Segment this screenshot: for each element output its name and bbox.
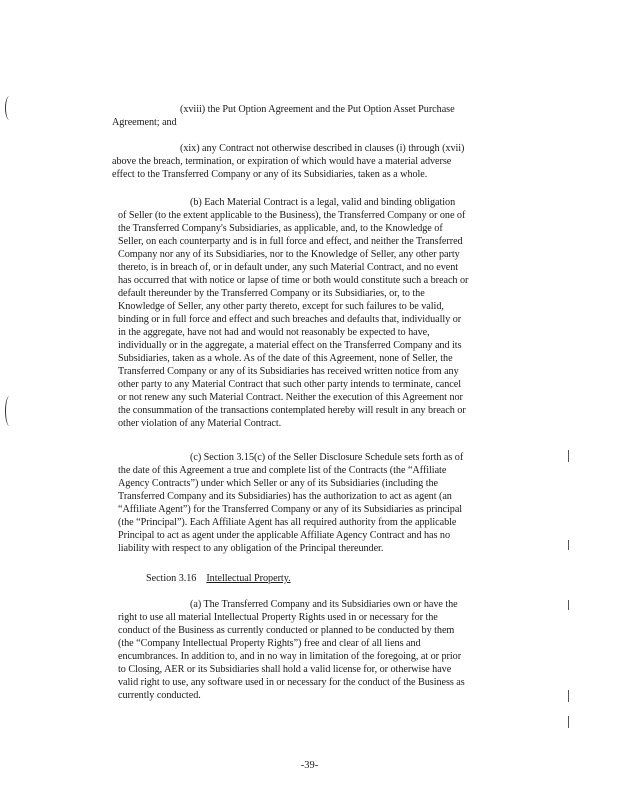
para-b-line: (b) Each Material Contract is a legal, valid and binding obligation (190, 197, 456, 208)
clause-xix-line: effect to the Transferred Company or any of its Subsidiaries, taken as a whole. (112, 169, 428, 180)
para-a-line: valid right to use, any software used in or necessary for the conduct of the Business as (118, 677, 465, 688)
section-number: Section 3.16 (146, 573, 197, 584)
clause-xix-line: (xix) any Contract not otherwise described in clauses (i) through (xvii) (180, 143, 465, 154)
margin-tick-mark (568, 600, 569, 610)
para-b-line: binding or in full force and effect and such breaches and defaults that, individually or (118, 314, 462, 325)
clause-xix-line: above the breach, termination, or expiration of which would have a material adverse (112, 156, 452, 167)
para-b-line: other party to any Material Contract that such other party intends to terminate, cancel (118, 379, 462, 390)
page-number: -39- (300, 760, 319, 771)
para-b-line: default thereunder by the Transferred Company or its Subsidiaries, or, to the (118, 288, 425, 299)
clause-xviii-line: Agreement; and (112, 117, 177, 128)
para-b-line: Subsidiaries, taken as a whole. As of the date of this Agreement, none of Seller, the (118, 353, 453, 364)
para-b-line: the consummation of the transactions contemplated hereby will result in any breach or (118, 405, 466, 416)
para-c-line: liability with respect to any obligation of the Principal thereunder. (118, 543, 384, 554)
para-a-line: (a) The Transferred Company and its Subsidiaries own or have the (190, 599, 458, 610)
para-c-line: Principal to act as agent under the applicable Affiliate Agency Contract and has no (118, 530, 451, 541)
para-c-line: (c) Section 3.15(c) of the Seller Disclosure Schedule sets forth as of (190, 452, 464, 463)
para-b-line: thereto, is in breach of, or in default under, any such Material Contract, and no event (118, 262, 459, 273)
para-b-line: in the aggregate, have not had and would not reasonably be expected to have, (118, 327, 430, 338)
margin-tick-mark (568, 716, 569, 728)
margin-bracket-mark (5, 396, 14, 426)
para-b-line: has occurred that with notice or lapse of time or both would constitute such a breach or (118, 275, 469, 286)
para-c-line: (the “Principal”). Each Affiliate Agent has all required authority from the applicable (118, 517, 457, 528)
section-title: Intellectual Property. (206, 573, 291, 584)
margin-tick-mark (568, 540, 569, 550)
para-b-line: Company nor any of its Subsidiaries, nor to the Knowledge of Seller, any other party (118, 249, 460, 260)
para-a-line: (the “Company Intellectual Property Rights”) free and clear of all liens and (118, 638, 421, 649)
para-b-line: the Transferred Company's Subsidiaries, as applicable, and, to the Knowledge of (118, 223, 443, 234)
para-b-line: individually or in the aggregate, a material effect on the Transferred Company and its (118, 340, 462, 351)
para-b-line: or not renew any such Material Contract. Neither the execution of this Agreement nor (118, 392, 463, 403)
para-c-line: Transferred Company and its Subsidiaries) has the authorization to act as agent (an (118, 491, 452, 502)
para-c-line: “Affiliate Agent”) for the Transferred Company or any of its Subsidiaries as principal (118, 504, 463, 515)
para-c-line: Agency Contracts”) under which Seller or any of its Subsidiaries (including the (118, 478, 438, 489)
para-c-line: the date of this Agreement a true and complete list of the Contracts (the “Affiliate (118, 465, 447, 476)
para-a-line: right to use all material Intellectual Property Rights used in or necessary for the (118, 612, 438, 623)
section-heading (146, 573, 291, 585)
para-a-line: encumbrances. In addition to, and in no way in limitation of the foregoing, at or prior (118, 651, 462, 662)
para-b-line: Transferred Company or any of its Subsidiaries has received written notice from any (118, 366, 459, 377)
margin-bracket-mark (5, 96, 14, 120)
para-b-line: other violation of any Material Contract. (118, 418, 282, 429)
para-b-line: Knowledge of Seller, any other party thereto, except for such failures to be valid, (118, 301, 444, 312)
margin-tick-mark (568, 690, 569, 702)
para-b-line: of Seller (to the extent applicable to the Business), the Transferred Company or one of (118, 210, 466, 221)
para-b-line: Seller, on each counterparty and is in full force and effect, and neither the Transferred (118, 236, 463, 247)
margin-tick-mark (568, 450, 569, 462)
para-a-line: conduct of the Business as currently conducted or planned to be conducted by them (118, 625, 455, 636)
para-a-line: currently conducted. (118, 690, 201, 701)
clause-xviii-line: (xviii) the Put Option Agreement and the Put Option Asset Purchase (180, 104, 455, 115)
para-a-line: to Closing, AER or its Subsidiaries shall hold a valid license for, or otherwise have (118, 664, 452, 675)
